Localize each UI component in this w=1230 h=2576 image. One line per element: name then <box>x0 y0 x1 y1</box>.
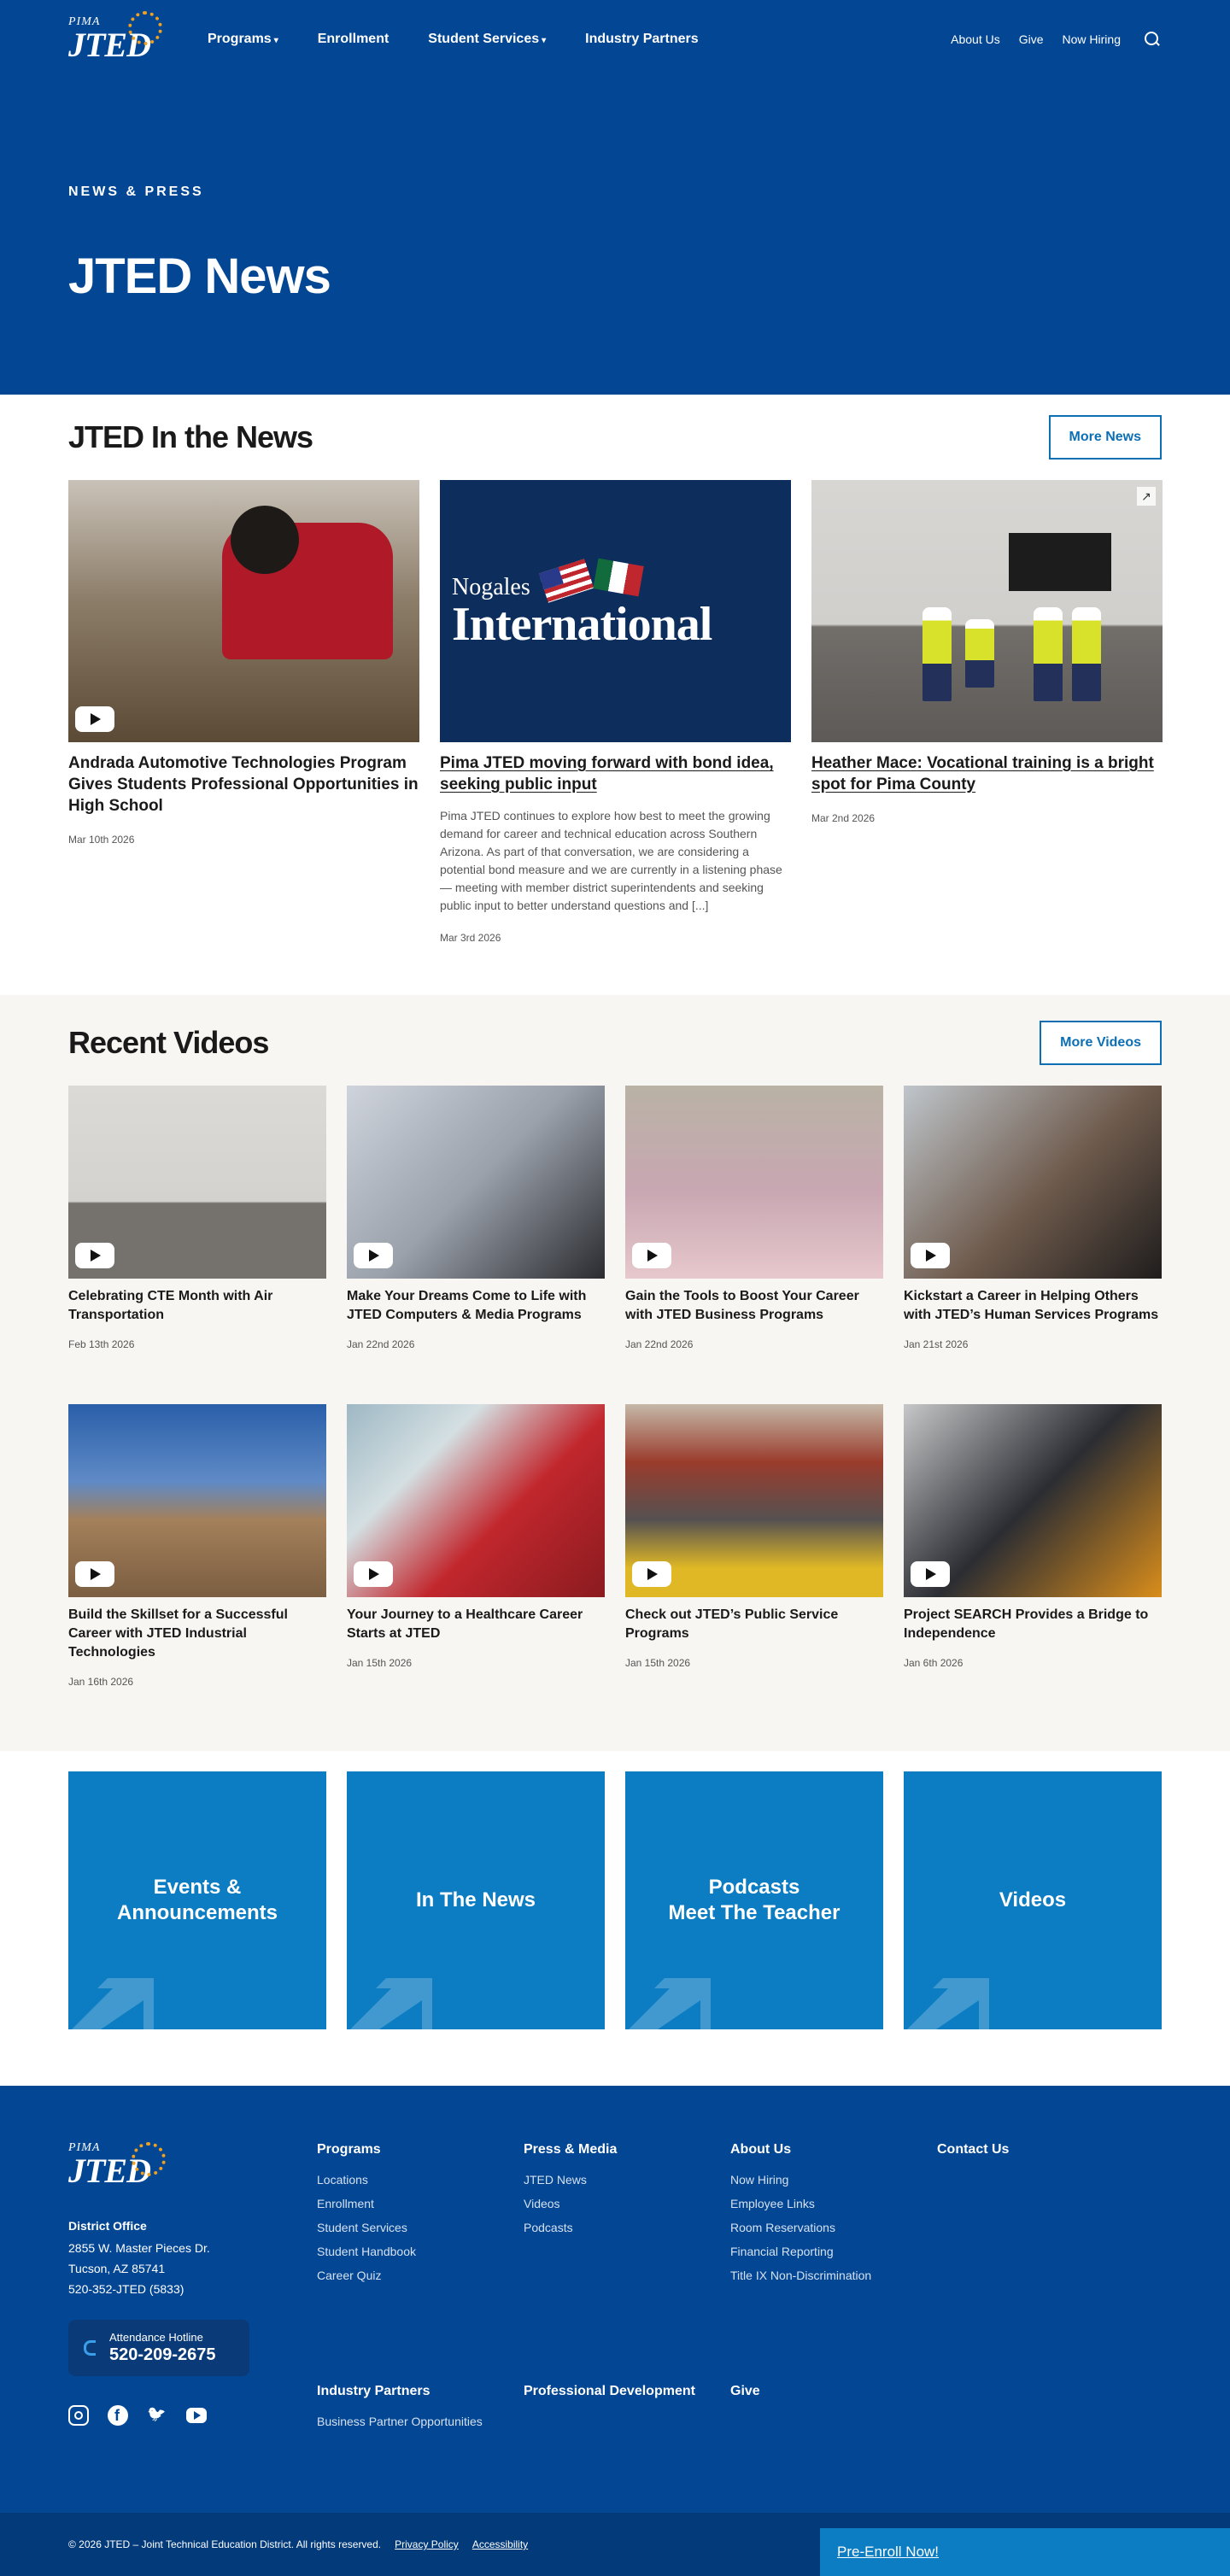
news-thumbnail[interactable] <box>68 480 419 742</box>
district-office-title: District Office <box>68 2219 147 2233</box>
copyright-text: © 2026 JTED – Joint Technical Education District. All rights reserved. <box>68 2538 382 2550</box>
photo-shape <box>231 506 299 574</box>
instagram-icon[interactable] <box>68 2405 89 2426</box>
video-title[interactable]: Gain the Tools to Boost Your Career with JTED Business Programs <box>625 1289 859 1322</box>
play-icon[interactable] <box>354 1561 393 1587</box>
video-title[interactable]: Celebrating CTE Month with Air Transportation <box>68 1289 273 1322</box>
search-icon[interactable] <box>1143 30 1162 49</box>
footer-columns <box>317 2142 1144 2513</box>
news-title[interactable]: Andrada Automotive Technologies Program Gives Students Professional Opportunities in High School <box>68 754 419 815</box>
nav-primary <box>208 32 699 47</box>
news-title[interactable]: Heather Mace: Vocational training is a bright spot for Pima County <box>811 754 1154 793</box>
main-nav <box>0 0 1230 79</box>
page-title: JTED News <box>68 249 331 304</box>
photo-shape <box>1009 533 1111 591</box>
gear-logo-icon <box>128 11 162 45</box>
video-title[interactable]: Build the Skillset for a Successful Career with JTED Industrial Technologies <box>68 1607 288 1660</box>
footer-col-title[interactable]: Give <box>730 2384 760 2398</box>
logo-small-text: PIMA <box>68 15 101 28</box>
tile-label: Podcasts <box>708 1876 800 1899</box>
play-icon[interactable] <box>75 1561 114 1587</box>
video-thumbnail[interactable] <box>904 1404 1162 1597</box>
tile-videos[interactable] <box>904 1771 1162 2029</box>
site-footer <box>0 2086 1230 2513</box>
footer-link[interactable]: Title IX Non-Discrimination <box>730 2269 872 2282</box>
photo-shape <box>1034 607 1063 701</box>
video-thumbnail[interactable] <box>347 1404 605 1597</box>
news-card[interactable] <box>811 480 1163 944</box>
footer-link[interactable]: Student Services <box>317 2221 407 2234</box>
video-thumbnail[interactable] <box>625 1086 883 1279</box>
news-section <box>0 395 1230 995</box>
play-icon[interactable] <box>911 1561 950 1587</box>
footer-column <box>317 2384 524 2513</box>
arrow-icon <box>350 1961 432 2029</box>
news-card[interactable] <box>68 480 419 944</box>
nav-give[interactable]: Give <box>1018 32 1044 46</box>
external-link-icon[interactable]: ↗ <box>1137 487 1156 506</box>
facebook-icon[interactable] <box>108 2405 128 2426</box>
logo-small-text: PIMA <box>68 2141 101 2154</box>
nav-utility <box>951 30 1162 49</box>
nav-item-programs[interactable] <box>208 32 278 47</box>
youtube-icon[interactable] <box>186 2408 207 2423</box>
nav-label: Student Services <box>428 32 540 46</box>
tile-events-announcements[interactable] <box>68 1771 326 2029</box>
footer-link[interactable]: Room Reservations <box>730 2221 835 2234</box>
video-thumbnail[interactable] <box>347 1086 605 1279</box>
arrow-icon <box>72 1961 154 2029</box>
footer-col-title[interactable]: Programs <box>317 2142 381 2157</box>
tile-label: Videos <box>999 1888 1067 1912</box>
video-card[interactable] <box>625 1086 883 1404</box>
nav-item-industry-partners[interactable]: Industry Partners <box>585 32 699 46</box>
video-date: Jan 15th 2026 <box>347 1657 413 1669</box>
more-news-button[interactable]: More News <box>1049 415 1162 460</box>
footer-link[interactable]: Videos <box>524 2197 560 2210</box>
more-videos-button[interactable]: More Videos <box>1040 1021 1162 1065</box>
photo-shape <box>1072 607 1101 701</box>
video-thumbnail[interactable] <box>625 1404 883 1597</box>
caret-down-icon: ▾ <box>542 36 547 45</box>
twitter-icon[interactable] <box>147 2405 167 2426</box>
video-card[interactable] <box>68 1404 326 1723</box>
play-icon[interactable] <box>632 1561 671 1587</box>
news-title[interactable]: Pima JTED moving forward with bond idea, seeking public input <box>440 754 774 793</box>
hotline-number: 520-209-2675 <box>109 2345 216 2364</box>
photo-shape <box>922 607 952 701</box>
tile-label: Events & <box>153 1876 242 1899</box>
office-address-line: Tucson, AZ 85741 <box>68 2262 166 2275</box>
videos-section <box>0 995 1230 1751</box>
caret-down-icon: ▾ <box>273 36 278 45</box>
footer-link[interactable]: Business Partner Opportunities <box>317 2415 483 2428</box>
accessibility-link[interactable]: Accessibility <box>472 2538 529 2550</box>
footer-link[interactable]: Financial Reporting <box>730 2245 834 2258</box>
video-title[interactable]: Check out JTED’s Public Service Programs <box>625 1607 839 1641</box>
image-text-big: International <box>452 597 712 651</box>
footer-link[interactable]: Now Hiring <box>730 2173 789 2187</box>
video-card[interactable] <box>347 1086 605 1404</box>
phone-icon <box>84 2340 96 2356</box>
tile-in-the-news[interactable] <box>347 1771 605 2029</box>
news-card[interactable] <box>440 480 791 944</box>
footer-column <box>937 2142 1144 2367</box>
video-date: Feb 13th 2026 <box>68 1338 135 1350</box>
logo-big-text: JTED <box>68 2152 150 2190</box>
news-thumbnail[interactable] <box>811 480 1163 742</box>
video-title[interactable]: Project SEARCH Provides a Bridge to Independence <box>904 1607 1149 1641</box>
nav-item-enrollment[interactable]: Enrollment <box>317 32 390 46</box>
video-date: Jan 16th 2026 <box>68 1676 134 1688</box>
footer-link[interactable]: Employee Links <box>730 2197 815 2210</box>
attendance-hotline[interactable] <box>68 2320 249 2376</box>
photo-shape <box>965 619 994 688</box>
site-logo[interactable] <box>68 16 167 62</box>
footer-link[interactable]: Enrollment <box>317 2197 374 2210</box>
footer-column <box>730 2142 937 2367</box>
nav-now-hiring[interactable]: Now Hiring <box>1062 32 1121 46</box>
video-thumbnail[interactable] <box>68 1404 326 1597</box>
footer-col-title[interactable]: About Us <box>730 2142 792 2157</box>
footer-link[interactable]: Student Handbook <box>317 2245 416 2258</box>
news-date: Mar 2nd 2026 <box>811 812 876 824</box>
copyright-bar <box>0 2513 1230 2576</box>
footer-column <box>524 2142 730 2367</box>
office-address-line: 2855 W. Master Pieces Dr. <box>68 2241 210 2255</box>
play-icon[interactable] <box>354 1243 393 1268</box>
tile-podcasts[interactable] <box>625 1771 883 2029</box>
video-card[interactable] <box>904 1086 1162 1404</box>
video-card[interactable] <box>347 1404 605 1723</box>
video-thumbnail[interactable] <box>904 1086 1162 1279</box>
video-date: Jan 21st 2026 <box>904 1338 969 1350</box>
footer-col-title[interactable]: Industry Partners <box>317 2384 430 2398</box>
video-title[interactable]: Kickstart a Career in Helping Others with JTED’s Human Services Programs <box>904 1289 1159 1322</box>
play-icon[interactable] <box>911 1243 950 1268</box>
arrow-icon <box>907 1961 989 2029</box>
video-card[interactable] <box>904 1404 1162 1723</box>
arrow-icon <box>629 1961 711 2029</box>
play-icon[interactable] <box>75 706 114 732</box>
news-date: Mar 10th 2026 <box>68 834 135 846</box>
footer-logo[interactable] <box>68 2142 179 2200</box>
site-header <box>0 0 1230 395</box>
video-card[interactable] <box>625 1404 883 1723</box>
hero-eyebrow: NEWS & PRESS <box>68 184 204 199</box>
footer-col-title[interactable]: Contact Us <box>937 2142 1010 2157</box>
news-date: Mar 3rd 2026 <box>440 932 501 944</box>
videos-section-title: Recent Videos <box>68 1025 269 1060</box>
footer-link[interactable]: JTED News <box>524 2173 587 2187</box>
image-text-small: Nogales <box>452 573 530 600</box>
footer-link[interactable]: Career Quiz <box>317 2269 382 2282</box>
footer-col-title[interactable]: Professional Development <box>524 2384 695 2398</box>
nav-item-student-services[interactable] <box>428 32 546 47</box>
video-date: Jan 15th 2026 <box>625 1657 691 1669</box>
tile-label: In The News <box>415 1888 536 1912</box>
news-excerpt: Pima JTED continues to explore how best to meet the growing demand for career and technical education across Southern Arizona. As part of that conversation, we are considering a potential bond measure and we are currently in a listening phase — meeting with member district superintendents and seeking public input to better understand questions and [...] <box>440 809 782 912</box>
privacy-policy-link[interactable]: Privacy Policy <box>395 2538 459 2550</box>
play-icon[interactable] <box>75 1243 114 1268</box>
video-date: Jan 22nd 2026 <box>625 1338 694 1350</box>
video-title[interactable]: Make Your Dreams Come to Life with JTED Computers & Media Programs <box>347 1289 587 1322</box>
nav-label: Programs <box>208 32 272 46</box>
video-card[interactable] <box>68 1086 326 1404</box>
news-thumbnail[interactable] <box>440 480 791 742</box>
social-links <box>68 2405 317 2426</box>
pre-enroll-button[interactable]: Pre-Enroll Now! <box>820 2528 1230 2576</box>
tile-label: Meet The Teacher <box>668 1901 840 1924</box>
footer-column <box>730 2384 937 2513</box>
video-date: Jan 22nd 2026 <box>347 1338 415 1350</box>
footer-column <box>317 2142 524 2367</box>
news-section-title: JTED In the News <box>68 419 313 454</box>
footer-link[interactable]: Podcasts <box>524 2221 573 2234</box>
play-icon[interactable] <box>632 1243 671 1268</box>
tile-label: Announcements <box>116 1901 278 1924</box>
video-title[interactable]: Your Journey to a Healthcare Career Starts at JTED <box>347 1607 583 1641</box>
office-phone[interactable]: 520-352-JTED (5833) <box>68 2282 184 2296</box>
logo-big-text: JTED <box>68 26 150 64</box>
hotline-label: Attendance Hotline <box>109 2331 203 2344</box>
gear-logo-icon <box>132 2142 166 2176</box>
video-thumbnail[interactable] <box>68 1086 326 1279</box>
footer-column <box>524 2384 730 2513</box>
category-tiles <box>0 1751 1230 2086</box>
video-date: Jan 6th 2026 <box>904 1657 964 1669</box>
nav-about-us[interactable]: About Us <box>951 32 1000 46</box>
footer-col-title[interactable]: Press & Media <box>524 2142 618 2157</box>
footer-link[interactable]: Locations <box>317 2173 368 2187</box>
